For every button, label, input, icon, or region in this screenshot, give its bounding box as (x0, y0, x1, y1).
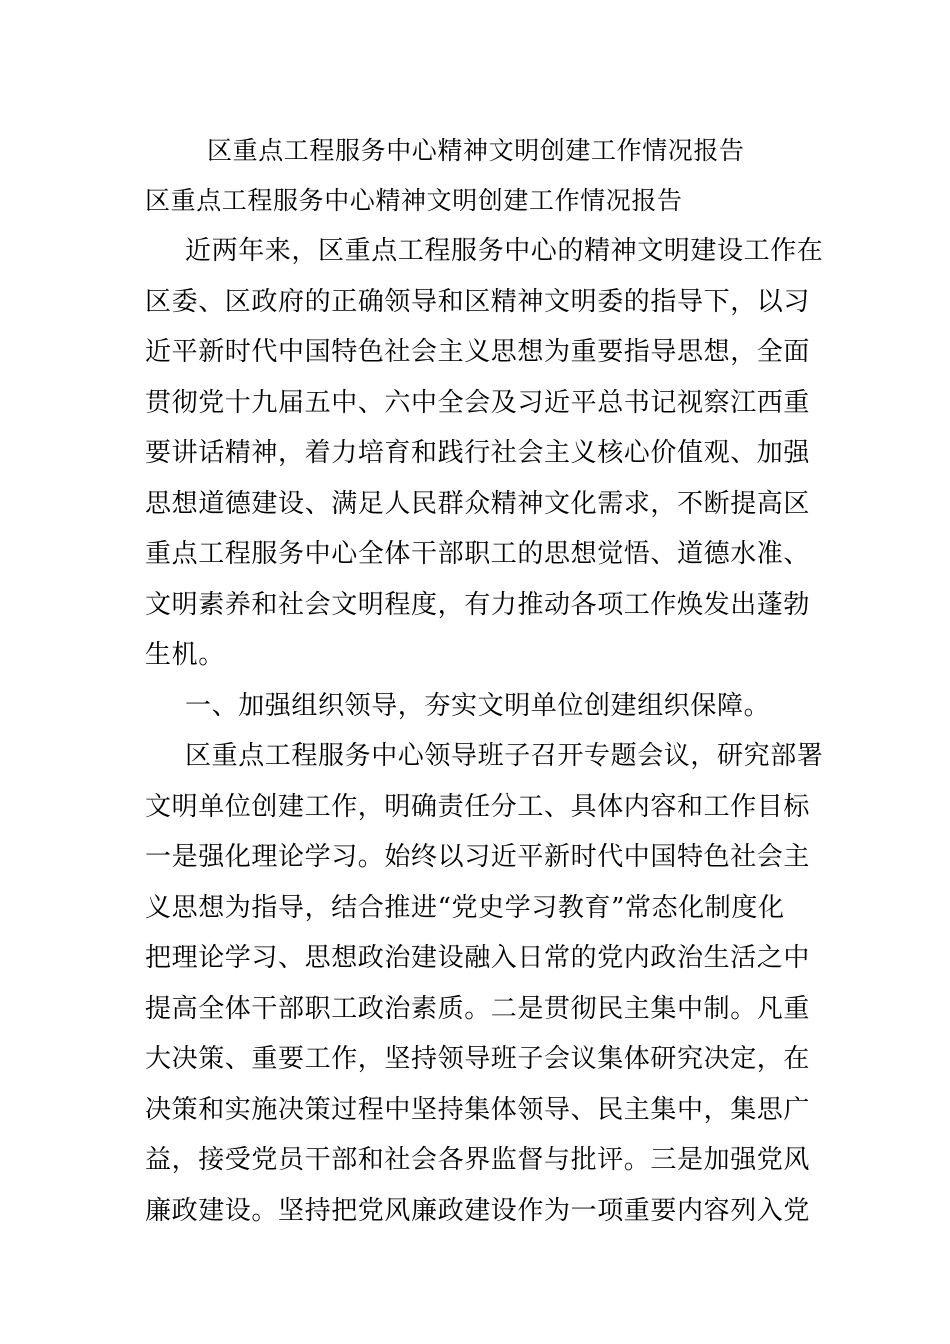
paragraph-line: 区重点工程服务中心领导班子召开专题会议，研究部署 (185, 741, 824, 771)
paragraph-line: 近平新时代中国特色社会主义思想为重要指导思想，全面 (145, 337, 811, 367)
page-title: 区重点工程服务中心精神文明创建工作情况报告 (207, 136, 745, 165)
paragraph-line: 提高全体干部职工政治素质。二是贯彻民主集中制。凡重 (145, 994, 811, 1024)
paragraph-line: 重点工程服务中心全体干部职工的思想觉悟、道德水准、 (145, 539, 811, 569)
paragraph-line: 义思想为指导，结合推进“党史学习教育”常态化制度化 (145, 893, 785, 923)
paragraph-line: 决策和实施决策过程中坚持集体领导、民主集中，集思广 (145, 1095, 811, 1125)
paragraph-line: 思想道德建设、满足人民群众精神文化需求，不断提高区 (145, 489, 811, 519)
paragraph-line: 廉政建设。坚持把党风廉政建设作为一项重要内容列入党 (145, 1196, 811, 1226)
paragraph-line: 益，接受党员干部和社会各界监督与批评。三是加强党风 (145, 1145, 811, 1175)
page-subtitle: 区重点工程服务中心精神文明创建工作情况报告 (145, 186, 683, 215)
paragraph-line: 贯彻党十九届五中、六中全会及习近平总书记视察江西重 (145, 388, 811, 418)
paragraph-line: 文明素养和社会文明程度，有力推动各项工作焕发出蓬勃 (145, 590, 811, 620)
section-heading: 一、加强组织领导，夯实文明单位创建组织保障。 (185, 691, 771, 721)
paragraph-line: 把理论学习、思想政治建设融入日常的党内政治生活之中 (145, 943, 811, 973)
paragraph-line: 生机。 (145, 640, 225, 670)
paragraph-line: 大决策、重要工作，坚持领导班子会议集体研究决定，在 (145, 1044, 811, 1074)
paragraph-line: 区委、区政府的正确领导和区精神文明委的指导下，以习 (145, 287, 811, 317)
paragraph-line: 文明单位创建工作，明确责任分工、具体内容和工作目标 (145, 792, 811, 822)
paragraph-line: 近两年来，区重点工程服务中心的精神文明建设工作在 (185, 236, 824, 266)
paragraph-line: 一是强化理论学习。始终以习近平新时代中国特色社会主 (145, 842, 811, 872)
paragraph-line: 要讲话精神，着力培育和践行社会主义核心价值观、加强 (145, 438, 811, 468)
